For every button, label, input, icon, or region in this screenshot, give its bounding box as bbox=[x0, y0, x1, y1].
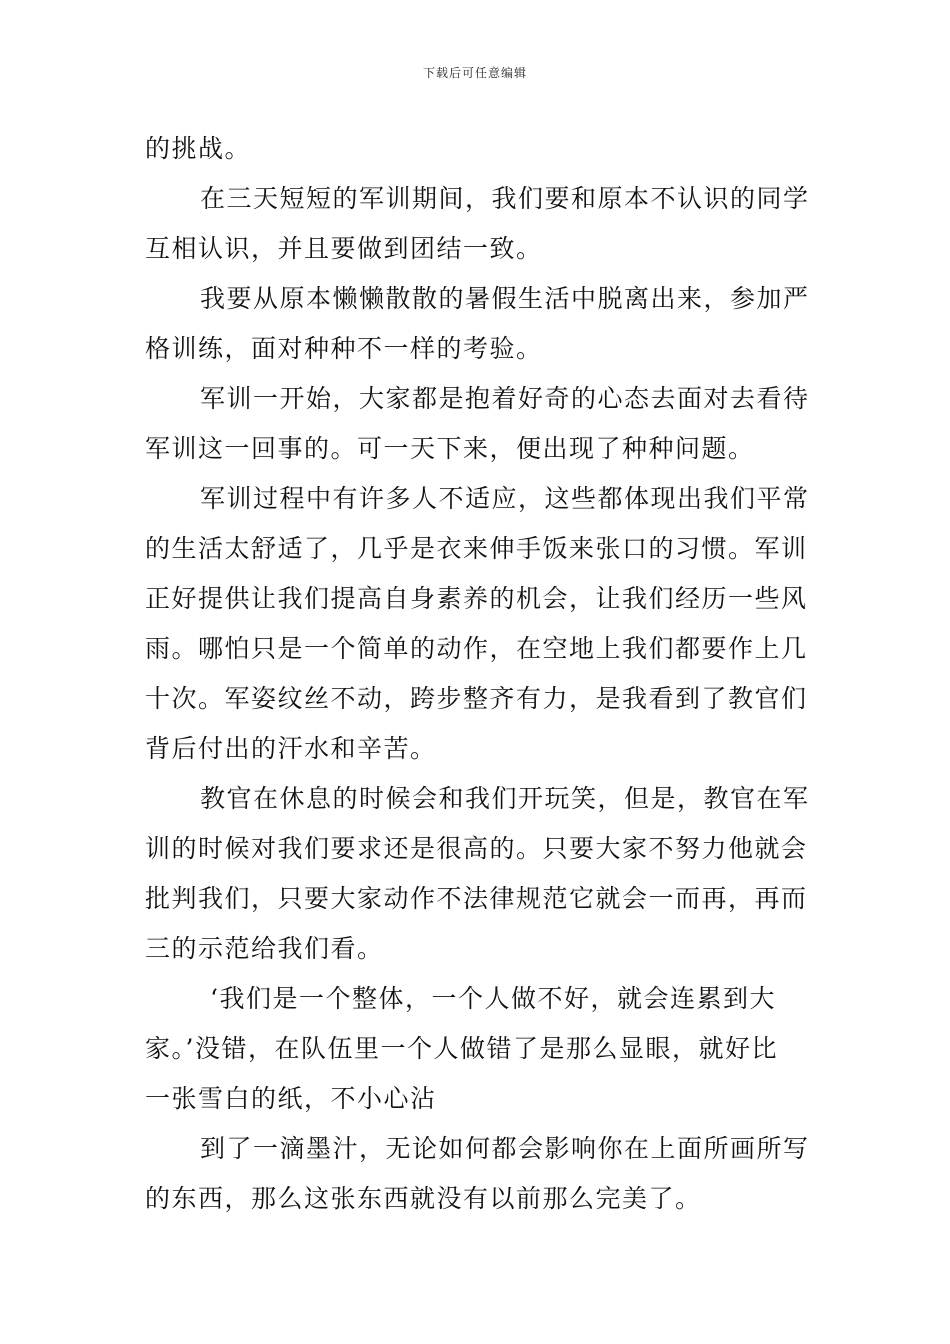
text-line: 训的时候对我们要求还是很高的。只要大家不努力他就会 bbox=[145, 834, 808, 863]
text-line: 互相认识，并且要做到团结一致。 bbox=[145, 234, 543, 263]
text-line: 一张雪白的纸，不小心沾 bbox=[145, 1084, 437, 1113]
text-line: 批判我们，只要大家动作不法律规范它就会一而再，再而 bbox=[145, 884, 808, 913]
page-header: 下载后可任意编辑 bbox=[422, 66, 527, 80]
text-line: 教官在休息的时候会和我们开玩笑，但是，教官在军 bbox=[200, 784, 810, 813]
text-line: 的挑战。 bbox=[145, 134, 252, 163]
text-line: 背后付出的汗水和辛苦。 bbox=[145, 734, 437, 763]
text-line: 在三天短短的军训期间，我们要和原本不认识的同学 bbox=[200, 184, 810, 213]
text-line: 的生活太舒适了，几乎是衣来伸手饭来张口的习惯。军训 bbox=[145, 534, 808, 563]
text-line: 军训过程中有许多人不适应，这些都体现出我们平常 bbox=[200, 484, 810, 513]
text-line: 正好提供让我们提高自身素养的机会，让我们经历一些风 bbox=[145, 584, 808, 613]
text-line: 格训练，面对种种不一样的考验。 bbox=[145, 334, 543, 363]
text-line: 到了一滴墨汁，无论如何都会影响你在上面所画所写 bbox=[200, 1134, 810, 1163]
text-line: 军训这一回事的。可一天下来，便出现了种种问题。 bbox=[145, 434, 755, 463]
text-line: 家。’没错，在队伍里一个人做错了是那么显眼，就好比 bbox=[145, 1034, 778, 1063]
text-line: ‘我们是一个整体，一个人做不好，就会连累到大 bbox=[210, 984, 776, 1013]
text-line: 军训一开始，大家都是抱着好奇的心态去面对去看待 bbox=[200, 384, 810, 413]
text-line: 三的示范给我们看。 bbox=[145, 934, 384, 963]
text-line: 我要从原本懒懒散散的暑假生活中脱离出来，参加严 bbox=[200, 284, 810, 313]
text-line: 雨。哪怕只是一个简单的动作，在空地上我们都要作上几 bbox=[145, 634, 808, 663]
text-line: 十次。军姿纹丝不动，跨步整齐有力，是我看到了教官们 bbox=[145, 684, 808, 713]
document-body bbox=[145, 124, 810, 1224]
text-line: 的东西，那么这张东西就没有以前那么完美了。 bbox=[145, 1184, 702, 1213]
